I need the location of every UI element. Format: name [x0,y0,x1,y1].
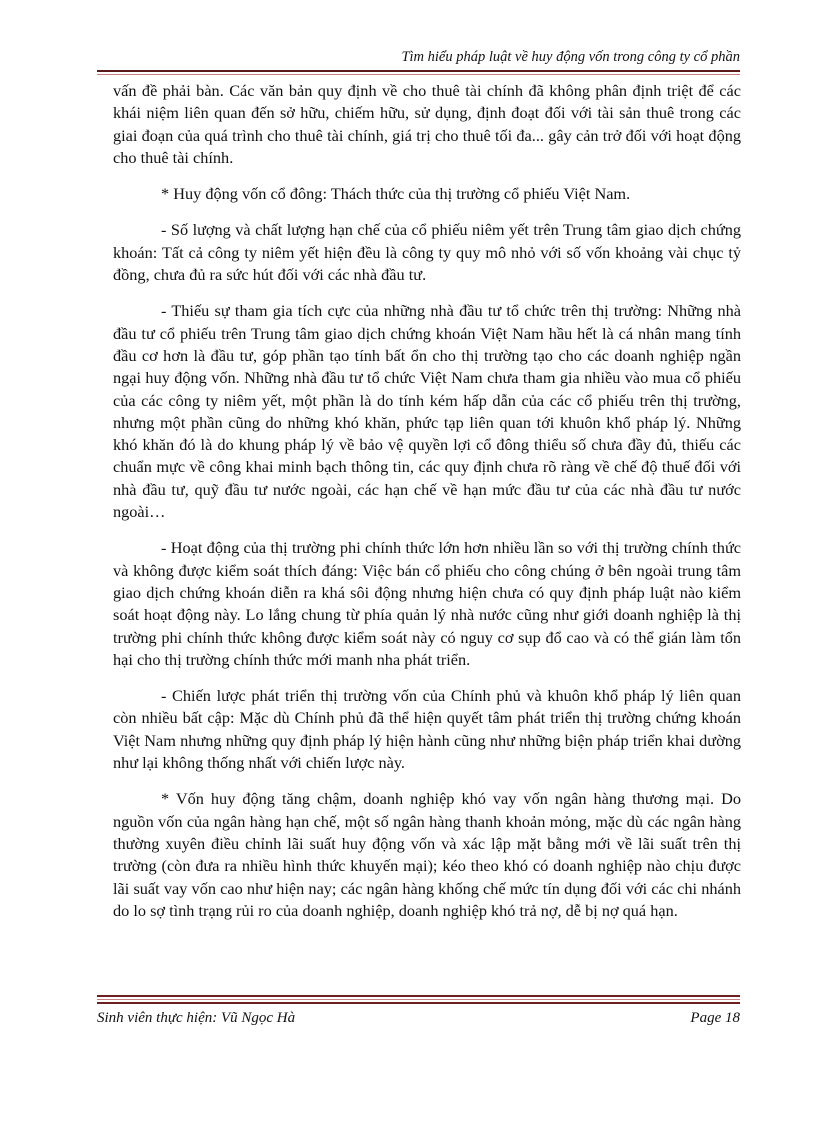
body-text [113,80,741,936]
paragraph: - Số lượng và chất lượng hạn chế của cổ phiếu niêm yết trên Trung tâm giao dịch chứng khoán: Tất cả công ty niêm yết hiện đều là công ty quy mô nhỏ với số vốn khoảng vài chục tỷ đồng, chưa đủ ra sức hút đối với các nhà đầu tư. [113,220,741,285]
paragraph: - Chiến lược phát triển thị trường vốn của Chính phủ và khuôn khổ pháp lý liên quan còn nhiều bất cập: Mặc dù Chính phủ đã thể hiện quyết tâm phát triển thị trường chứng khoán Việt Nam nhưng những quy định pháp lý hiện hành cũng như những biện pháp triển khai dường như lại không thống nhất với chiến lược này. [113,686,741,773]
footer-rule-thin [97,999,740,1000]
paragraph: vấn đề phải bàn. Các văn bản quy định về cho thuê tài chính đã không phân định triệt để các khái niệm liên quan đến sở hữu, chiếm hữu, sử dụng, định đoạt đối với tài sản thuê trong các giai đoạn của quá trình cho thuê tài chính, giá trị cho thuê tối đa... gây cản trở đối với hoạt động cho thuê tài chính. [113,81,741,167]
running-header: Tìm hiểu pháp luật về huy động vốn trong công ty cổ phần [401,49,740,65]
paragraph: * Vốn huy động tăng chậm, doanh nghiệp khó vay vốn ngân hàng thương mại. Do nguồn vốn của ngân hàng hạn chế, một số ngân hàng thanh khoản mỏng, mặc dù các ngân hàng thường xuyên điều chỉnh lãi suất huy động vốn và xác lập mặt bằng mới về lãi suất trên thị trường (còn đưa ra nhiều hình thức khuyến mại); kéo theo khó có doanh nghiệp nào chịu được lãi suất vay vốn cao như hiện nay; các ngân hàng khống chế mức tín dụng đối với các chi nhánh do lo sợ tình trạng rủi ro của doanh nghiệp, doanh nghiệp khó trả nợ, dễ bị nợ quá hạn. [113,789,741,920]
footer-author: Sinh viên thực hiện: Vũ Ngọc Hà [97,1010,296,1026]
paragraph: - Hoạt động của thị trường phi chính thức lớn hơn nhiều lần so với thị trường chính thức và không được kiểm soát thích đáng: Việc bán cổ phiếu cho công chúng ở bên ngoài trung tâm giao dịch chứng khoán diễn ra khá sôi động nhưng hiện chưa có quy định pháp luật nào kiểm soát hoạt động này. Lo lắng chung từ phía quản lý nhà nước cũng như giới doanh nghiệp là thị trường phi chính thức không được kiểm soát này có nguy cơ sụp đổ cao và có thể gián làm tổn hại cho thị trường chính thức mới manh nha phát triển. [113,538,741,669]
header-rule-thin [97,74,740,75]
footer-rule-bottom [97,1002,740,1004]
paragraph: * Huy động vốn cổ đông: Thách thức của thị trường cổ phiếu Việt Nam. [161,184,631,204]
paragraph: - Thiếu sự tham gia tích cực của những nhà đầu tư tổ chức trên thị trường: Những nhà đầu tư cổ phiếu trên Trung tâm giao dịch chứng khoán Việt Nam hầu hết là cá nhân mang tính đầu cơ hơn là đầu tư, góp phần tạo tính bất ổn cho thị trường tạo cho các doanh nghiệp ngần ngại huy động vốn. Những nhà đầu tư tổ chức Việt Nam chưa tham gia nhiều vào mua cổ phiếu của các công ty niêm yết, một phần là do tính kém hấp dẫn của các cổ phiếu trên thị trường, nhưng một phần cũng do những khó khăn, phức tạp liên quan tới khuôn khổ pháp lý. Những khó khăn đó là do khung pháp lý về bảo vệ quyền lợi cổ đông thiểu số chưa đầy đủ, thiếu các chuẩn mực về công khai minh bạch thông tin, các quy định chưa rõ ràng về chế độ thuế đối với nhà đầu tư, quỹ đầu tư nước ngoài, các hạn chế về hạn mức đầu tư của các nhà đầu tư nước ngoài… [113,301,741,522]
header-rule [97,70,740,72]
footer-rule [97,995,740,997]
page-number: Page 18 [690,1010,740,1026]
